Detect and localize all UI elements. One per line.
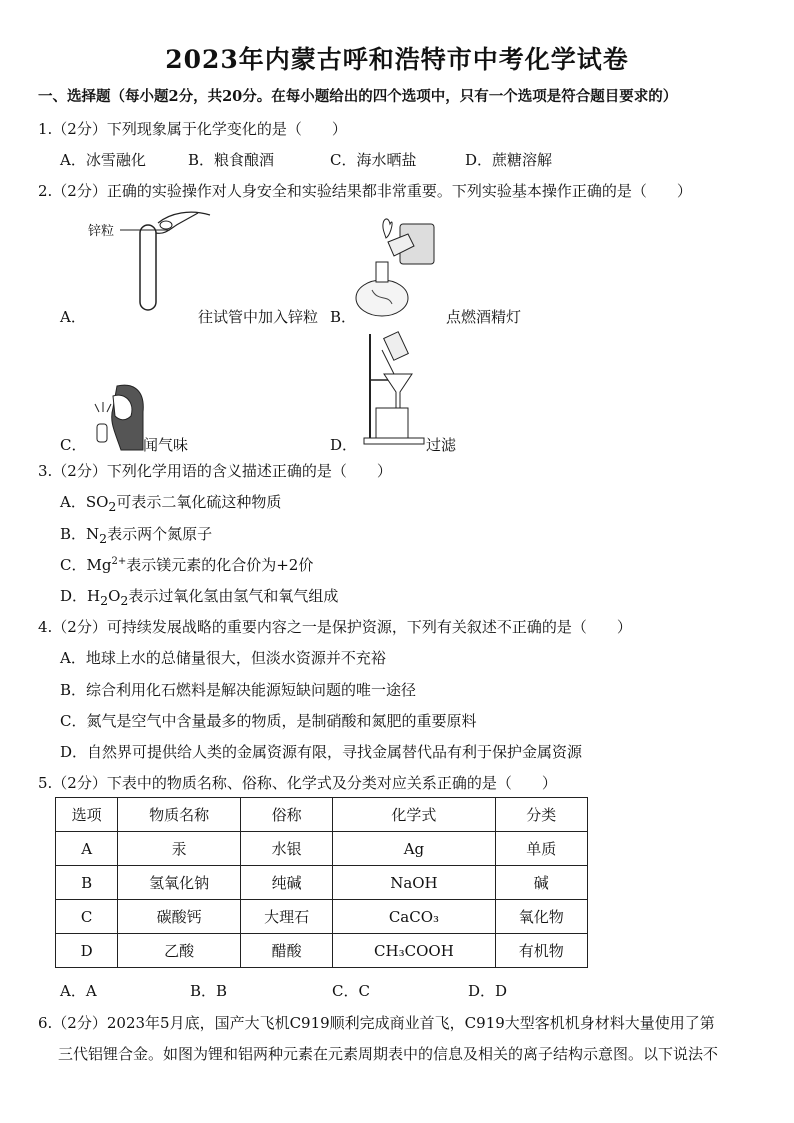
- table-cell: 汞: [118, 832, 241, 866]
- q3-option-b: B．$N_2$表示两个氮原子: [60, 525, 213, 546]
- table-cell: 大理石: [240, 900, 332, 934]
- q3-option-a: A．$SO_2$可表示二氧化硫这种物质: [60, 493, 282, 514]
- table-row: [56, 866, 588, 900]
- test-tube-figure: [110, 205, 220, 320]
- table-cell: Ag: [333, 832, 495, 866]
- page-title: 2023年内蒙古呼和浩特市中考化学试卷: [165, 45, 629, 74]
- table-header-cell: 分类: [495, 798, 587, 832]
- table-header-cell: 化学式: [333, 798, 495, 832]
- question-2-stem: 2.（2分）正确的实验操作对人身安全和实验结果都非常重要。下列实验基本操作正确的是（ ）: [38, 182, 692, 200]
- q5-table: [55, 797, 588, 968]
- q2-option-a-caption: 往试管中加入锌粒: [198, 308, 319, 326]
- q1-option-a: A．冰雪融化: [60, 151, 146, 169]
- q4-option-d: D．自然界可提供给人类的金属资源有限，寻找金属替代品有利于保护金属资源: [60, 743, 583, 761]
- smelling-gas-figure: [95, 382, 145, 452]
- q2-option-d-caption: 过滤: [426, 436, 457, 454]
- question-6-line-1: 6.（2分）2023年5月底，国产大飞机C919顺利完成商业首飞，C919大型客机机身材料大量使用了第: [38, 1014, 715, 1032]
- q2-option-c-caption: 闻气味: [143, 436, 189, 454]
- question-5-stem: 5.（2分）下表中的物质名称、俗称、化学式及分类对应关系正确的是（ ）: [38, 774, 557, 792]
- table-cell: C: [56, 900, 118, 934]
- table-cell: B: [56, 866, 118, 900]
- zinc-granule-label: 锌粒: [88, 224, 115, 239]
- table-row: [56, 934, 588, 968]
- q3-option-d: D．$H_2O_2$表示过氧化氢由氢气和氧气组成: [60, 587, 339, 608]
- table-cell: 单质: [495, 832, 587, 866]
- table-cell: 碱: [495, 866, 587, 900]
- filtration-figure: [362, 330, 432, 448]
- question-1-stem: 1.（2分）下列现象属于化学变化的是（ ）: [38, 120, 347, 138]
- question-6-line-2: 三代铝锂合金。如图为锂和铝两种元素在元素周期表中的信息及相关的离子结构示意图。以下说法不: [58, 1045, 719, 1063]
- table-cell: 水银: [240, 832, 332, 866]
- table-header-cell: 俗称: [240, 798, 332, 832]
- question-3-stem: 3.（2分）下列化学用语的含义描述正确的是（ ）: [38, 462, 392, 480]
- table-cell: 醋酸: [240, 934, 332, 968]
- table-cell: CH₃COOH: [333, 934, 495, 968]
- table-cell: NaOH: [333, 866, 495, 900]
- q2-option-c-letter: C．: [60, 436, 87, 454]
- q5-option-a: A．A: [60, 982, 97, 1000]
- table-cell: 氧化物: [495, 900, 587, 934]
- table-cell: 氢氧化钠: [118, 866, 241, 900]
- q4-option-c: C．氮气是空气中含量最多的物质，是制硝酸和氮肥的重要原料: [60, 712, 477, 730]
- table-cell: 乙酸: [118, 934, 241, 968]
- q2-option-a-letter: A．: [60, 308, 86, 326]
- table-cell: 碳酸钙: [118, 900, 241, 934]
- q3-option-c: C．$Mg^{2+}$表示镁元素的化合价为+2价: [60, 556, 314, 574]
- q4-option-a: A．地球上水的总储量很大，但淡水资源并不充裕: [60, 649, 386, 667]
- table-row: [56, 832, 588, 866]
- q5-option-d: D．D: [468, 982, 508, 1000]
- table-cell: 有机物: [495, 934, 587, 968]
- q1-option-d: D．蔗糖溶解: [465, 151, 553, 169]
- section-heading: 一、选择题（每小题2分，共20分。在每小题给出的四个选项中，只有一个选项是符合题目要求的）: [38, 88, 678, 105]
- table-header-cell: 物质名称: [118, 798, 241, 832]
- table-cell: A: [56, 832, 118, 866]
- table-cell: D: [56, 934, 118, 968]
- table-row: [56, 900, 588, 934]
- q2-option-d-letter: D．: [330, 436, 358, 454]
- alcohol-lamp-figure: [348, 212, 443, 322]
- q2-option-b-caption: 点燃酒精灯: [446, 308, 522, 326]
- q1-option-b: B．粮食酿酒: [188, 151, 275, 169]
- q5-option-b: B．B: [190, 982, 228, 1000]
- q2-option-b-letter: B．: [330, 308, 357, 326]
- q1-option-c: C．海水晒盐: [330, 151, 417, 169]
- q4-option-b: B．综合利用化石燃料是解决能源短缺问题的唯一途径: [60, 681, 417, 699]
- table-header-cell: 选项: [56, 798, 118, 832]
- table-cell: CaCO₃: [333, 900, 495, 934]
- question-4-stem: 4.（2分）可持续发展战略的重要内容之一是保护资源，下列有关叙述不正确的是（ ）: [38, 618, 632, 636]
- table-cell: 纯碱: [240, 866, 332, 900]
- q5-option-c: C．C: [332, 982, 370, 1000]
- table-header-row: [56, 798, 588, 832]
